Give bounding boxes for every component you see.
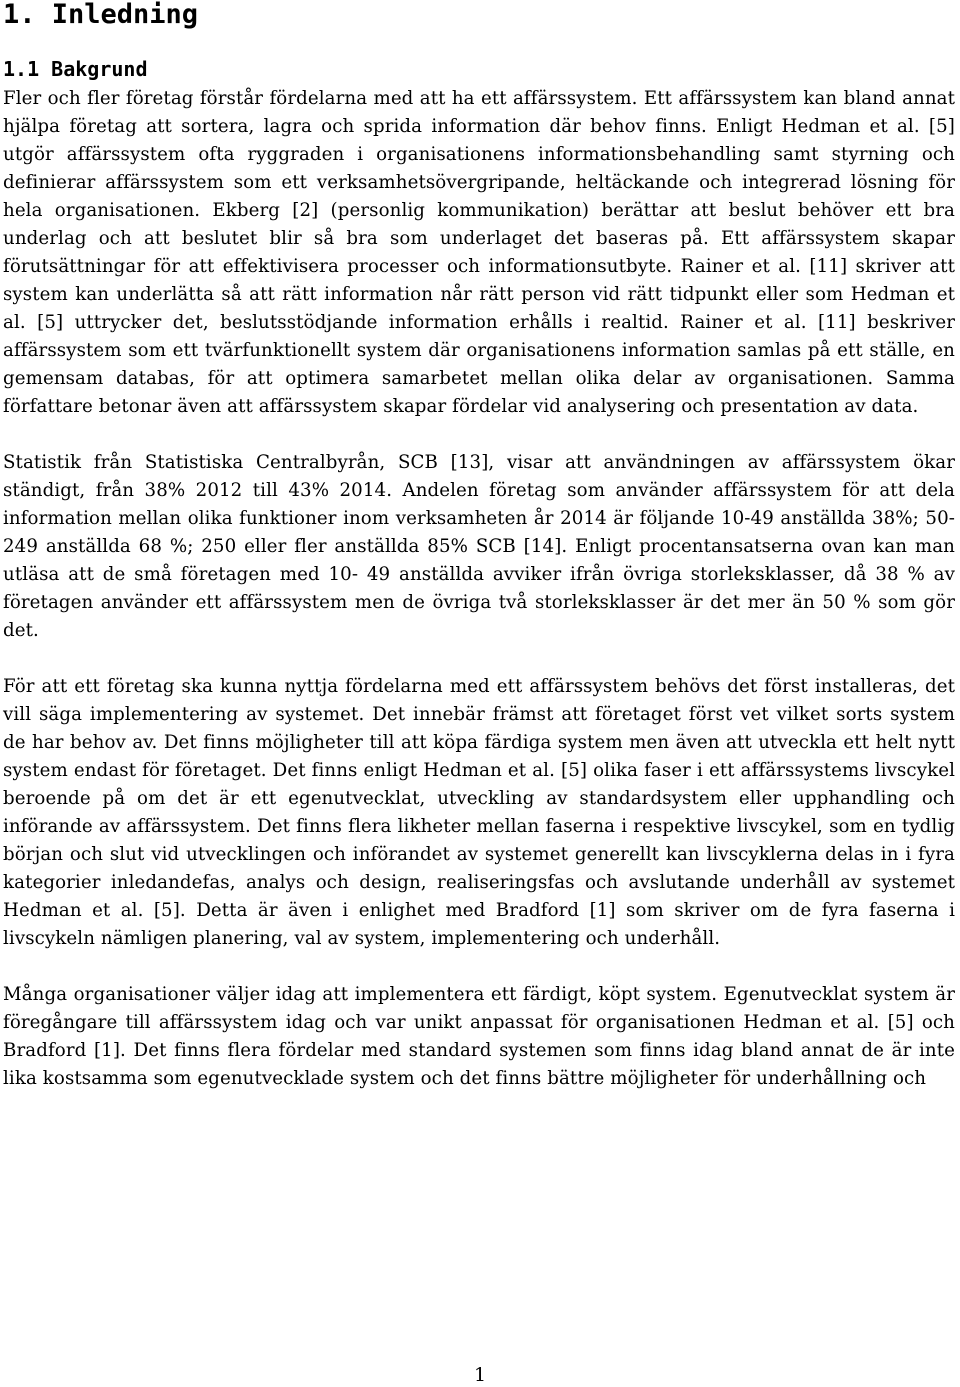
section-heading: 1.1 Bakgrund (3, 57, 148, 81)
body-paragraph-4: Många organisationer väljer idag att implementera ett färdigt, köpt system. Egenutvecklat system är föregångare till affärssystem idag och var unikt anpassat för organisationen Hedman et al. [5] och Bradford [1]. Det finns flera fördelar med standard systemen som finns idag bland annat de är inte lika kostsamma som egenutvecklade system och det finns bättre möjligheter för underhållning och (3, 984, 955, 1089)
body-paragraph-3: För att ett företag ska kunna nyttja fördelarna med ett affärssystem behövs det först installeras, det vill säga implementering av systemet. Det innebär främst att företaget först vet vilket sorts system de har behov av. Det finns möjligheter till att köpa färdiga system men även att utveckla ett helt nytt system endast för företaget. Det finns enligt Hedman et al. [5] olika faser i ett affärssystems livscykel beroende på om det är ett egenutvecklat, utveckling av standardsystem eller upphandling och införande av affärssystem. Det finns flera likheter mellan faserna i respektive livscykel, som en tydlig början och slut vid utvecklingen och införandet av systemet generellt kan livscyklerna delas in i fyra kategorier inledandefas, analys och design, realiseringsfas och avslutande underhåll av systemet Hedman et al. [5]. Detta är även i enlighet med Bradford [1] som skriver om de fyra faserna i livscykeln nämligen planering, val av system, implementering och underhåll. (3, 676, 955, 949)
document-page (3, 0, 955, 1121)
body-paragraph-2: Statistik från Statistiska Centralbyrån, SCB [13], visar att användningen av affärssystem ökar ständigt, från 38% 2012 till 43% 2014. Andelen företag som använder affärssystem för att dela information mellan olika funktioner inom verksamheten år 2014 är följande 10-49 anställda 38%; 50-249 anställda 68 %; 250 eller fler anställda 85% SCB [14]. Enligt procentansatserna ovan kan man utläsa att de små företagen med 10- 49 anställda avviker ifrån övriga storleksklasser, då 38 % av företagen använder ett affärssystem men de övriga två storleksklasser är det mer än 50 % som gör det. (3, 452, 955, 641)
page-number: 1 (473, 1364, 487, 1386)
chapter-heading: 1. Inledning (3, 0, 199, 30)
body-paragraph-1: Fler och fler företag förstår fördelarna med att ha ett affärssystem. Ett affärssystem kan bland annat hjälpa företag att sortera, lagra och sprida information där behov finns. Enligt Hedman et al. [5] utgör affärssystem ofta ryggraden i organisationens informationsbehandling samt styrning och definierar affärssystem som ett verksamhetsövergripande, heltäckande och integrerad lösning för hela organisationen. Ekberg [2] (personlig kommunikation) berättar att beslut behöver ett bra underlag och att beslutet blir så bra som underlaget det baseras på. Ett affärssystem skapar förutsättningar för att effektivisera processer och informationsutbyte. Rainer et al. [11] skriver att system kan underlätta så att rätt information når rätt person vid rätt tidpunkt eller som Hedman et al. [5] uttrycker det, beslutsstödjande information erhålls i realtid. Rainer et al. [11] beskriver affärssystem som ett tvärfunktionellt system där organisationens information samlas på ett ställe, en gemensam databas, för att optimera samarbetet mellan olika delar av organisationen. Samma författare betonar även att affärssystem skapar fördelar vid analysering och presentation av data. (3, 88, 955, 417)
